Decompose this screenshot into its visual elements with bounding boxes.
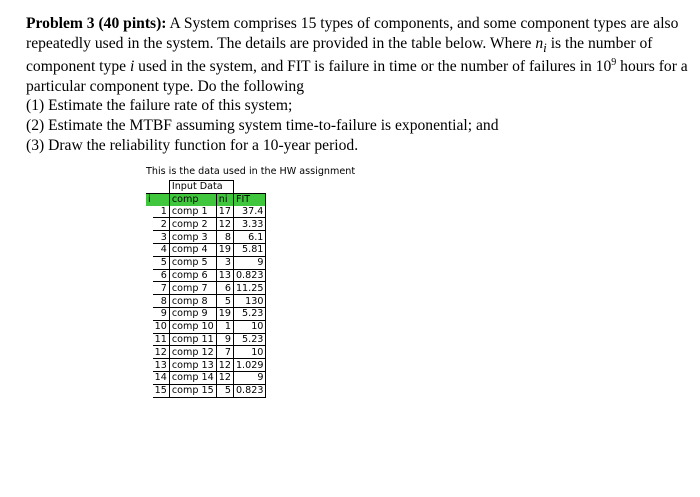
row-comp: comp 10 <box>169 320 216 333</box>
row-fit: 10 <box>233 346 265 359</box>
row-fit: 11.25 <box>233 282 265 295</box>
row-ni: 13 <box>216 269 233 282</box>
header-comp: comp <box>169 193 216 205</box>
row-comp: comp 11 <box>169 333 216 346</box>
row-fit: 1.029 <box>233 359 265 372</box>
table-row <box>146 282 266 295</box>
row-comp: comp 3 <box>169 231 216 244</box>
problem-title: Problem 3 (40 pints): <box>26 15 167 32</box>
row-comp: comp 12 <box>169 346 216 359</box>
row-comp: comp 13 <box>169 359 216 372</box>
table-row <box>146 359 266 372</box>
input-data-label: Input Data <box>169 181 233 194</box>
table-row <box>146 371 266 384</box>
row-comp: comp 8 <box>169 295 216 308</box>
row-ni: 5 <box>216 295 233 308</box>
row-comp: comp 14 <box>169 371 216 384</box>
row-index: 6 <box>153 269 170 282</box>
row-ni: 7 <box>216 346 233 359</box>
row-comp: comp 1 <box>169 206 216 218</box>
row-fit: 9 <box>233 256 265 269</box>
row-index: 7 <box>153 282 170 295</box>
row-fit: 6.1 <box>233 231 265 244</box>
row-index: 11 <box>153 333 170 346</box>
row-ni: 19 <box>216 243 233 256</box>
row-index: 1 <box>153 206 170 218</box>
row-fit: 5.81 <box>233 243 265 256</box>
data-table <box>146 180 266 398</box>
row-index: 10 <box>153 320 170 333</box>
row-fit: 0.823 <box>233 384 265 397</box>
row-ni: 8 <box>216 231 233 244</box>
row-index: 15 <box>153 384 170 397</box>
table-row <box>146 295 266 308</box>
row-fit: 5.23 <box>233 307 265 320</box>
row-ni: 12 <box>216 371 233 384</box>
row-fit: 0.823 <box>233 269 265 282</box>
table-row <box>146 269 266 282</box>
sheet-caption: This is the data used in the HW assignment <box>146 166 356 177</box>
row-fit: 10 <box>233 320 265 333</box>
row-comp: comp 15 <box>169 384 216 397</box>
row-comp: comp 2 <box>169 218 216 231</box>
task-1: (1) Estimate the failure rate of this system; <box>26 97 293 115</box>
row-index: 3 <box>153 231 170 244</box>
table-row <box>146 218 266 231</box>
row-fit: 37.4 <box>233 206 265 218</box>
problem-statement <box>26 14 691 155</box>
row-index: 12 <box>153 346 170 359</box>
row-ni: 1 <box>216 320 233 333</box>
row-index: 2 <box>153 218 170 231</box>
table-row <box>146 231 266 244</box>
row-comp: comp 5 <box>169 256 216 269</box>
header-i: i <box>148 194 151 206</box>
table-row <box>146 206 266 218</box>
row-index: 8 <box>153 295 170 308</box>
table-row <box>146 384 266 397</box>
row-ni: 19 <box>216 307 233 320</box>
table-row <box>146 333 266 346</box>
row-comp: comp 4 <box>169 243 216 256</box>
header-ni: ni <box>216 193 233 205</box>
row-fit: 5.23 <box>233 333 265 346</box>
table-row <box>146 346 266 359</box>
header-fit: FIT <box>233 193 265 205</box>
row-comp: comp 7 <box>169 282 216 295</box>
row-ni: 12 <box>216 359 233 372</box>
row-ni: 3 <box>216 256 233 269</box>
task-3: (3) Draw the reliability function for a 10-year period. <box>26 136 359 154</box>
row-comp: comp 9 <box>169 307 216 320</box>
table-row <box>146 256 266 269</box>
row-fit: 3.33 <box>233 218 265 231</box>
row-index: 14 <box>153 371 170 384</box>
row-fit: 9 <box>233 371 265 384</box>
row-index: 4 <box>153 243 170 256</box>
table-row <box>146 243 266 256</box>
task-2: (2) Estimate the MTBF assuming system time-to-failure is exponential; and <box>26 117 499 135</box>
problem-intro: Problem 3 (40 pints): A System comprises 15 types of components, and some component types are also repeatedly used in the system. The details are provided in the table below. Where $n_i$ is the number of component type i used in the system, and FIT is failure in time or the number of failures in $10^9$ hours for a particular component type. Do the following <box>26 15 688 95</box>
row-ni: 12 <box>216 218 233 231</box>
row-ni: 9 <box>216 333 233 346</box>
row-index: 5 <box>153 256 170 269</box>
row-index: 13 <box>153 359 170 372</box>
row-fit: 130 <box>233 295 265 308</box>
row-ni: 5 <box>216 384 233 397</box>
table-row <box>146 307 266 320</box>
row-ni: 6 <box>216 282 233 295</box>
row-ni: 17 <box>216 206 233 218</box>
row-comp: comp 6 <box>169 269 216 282</box>
table-row <box>146 320 266 333</box>
row-index: 9 <box>153 307 170 320</box>
